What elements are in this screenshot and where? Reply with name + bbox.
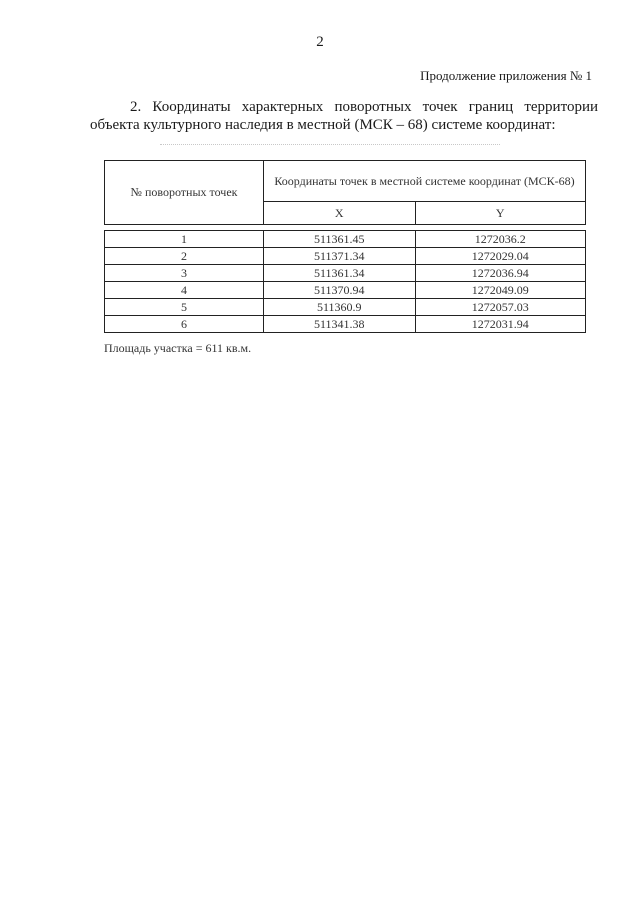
cell-y: 1272036.94 bbox=[415, 265, 585, 282]
table-row bbox=[105, 316, 586, 333]
cell-y: 1272057.03 bbox=[415, 299, 585, 316]
cell-point-number: 6 bbox=[105, 316, 264, 333]
cell-y: 1272031.94 bbox=[415, 316, 585, 333]
table-row bbox=[105, 231, 586, 248]
cell-x: 511360.9 bbox=[264, 299, 416, 316]
page-number: 2 bbox=[316, 34, 324, 50]
cell-y: 1272029.04 bbox=[415, 248, 585, 265]
cell-x: 511341.38 bbox=[264, 316, 416, 333]
header-y: Y bbox=[415, 202, 585, 225]
header-x: X bbox=[264, 202, 416, 225]
header-coordinates-group: Координаты точек в местной системе координат (МСК-68) bbox=[264, 161, 586, 202]
cell-x: 511361.34 bbox=[264, 265, 416, 282]
appendix-note: Продолжение приложения № 1 bbox=[420, 68, 592, 83]
header-point-number: № поворотных точек bbox=[105, 161, 264, 225]
cell-point-number: 1 bbox=[105, 231, 264, 248]
cell-x: 511371.34 bbox=[264, 248, 416, 265]
table-row bbox=[105, 265, 586, 282]
cell-x: 511370.94 bbox=[264, 282, 416, 299]
cell-point-number: 4 bbox=[105, 282, 264, 299]
cell-point-number: 2 bbox=[105, 248, 264, 265]
coordinates-table bbox=[104, 160, 586, 333]
cell-y: 1272049.09 bbox=[415, 282, 585, 299]
table-row bbox=[105, 282, 586, 299]
table-row bbox=[105, 248, 586, 265]
cell-point-number: 5 bbox=[105, 299, 264, 316]
section-heading: 2. Координаты характерных поворотных точек границ территории объекта культурного наследия в местной (МСК – 68) системе координат: bbox=[90, 99, 598, 133]
scan-artifact-line bbox=[160, 144, 500, 149]
table-row bbox=[105, 299, 586, 316]
area-note: Площадь участка = 611 кв.м. bbox=[104, 341, 252, 355]
cell-y: 1272036.2 bbox=[415, 231, 585, 248]
cell-point-number: 3 bbox=[105, 265, 264, 282]
cell-x: 511361.45 bbox=[264, 231, 416, 248]
